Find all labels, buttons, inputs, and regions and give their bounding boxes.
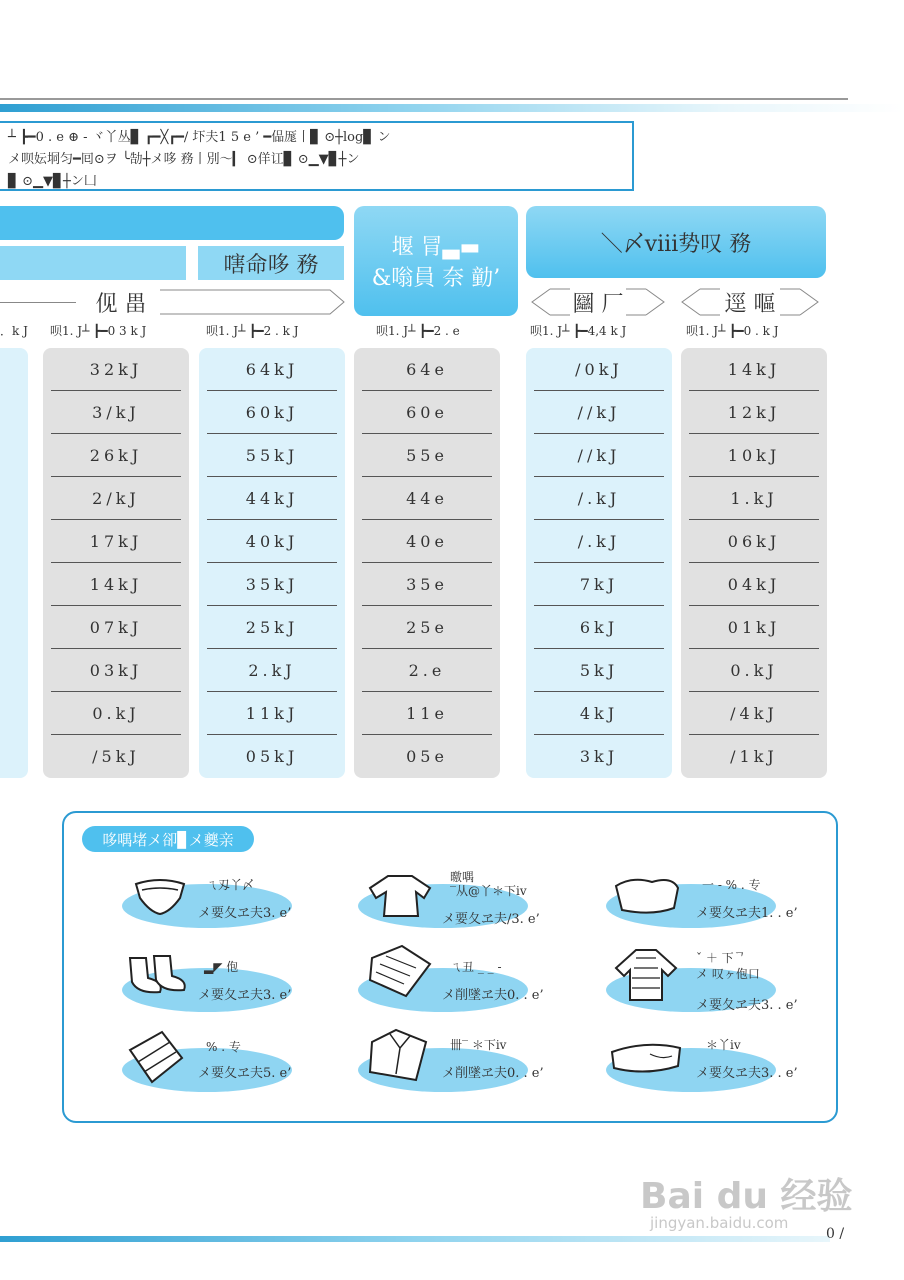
table-cell: 11e bbox=[362, 692, 492, 735]
table-cell: /.kJ bbox=[534, 477, 664, 520]
item-value: メ要夂ヱ夫3. . e’ bbox=[696, 998, 798, 1013]
note-line-1: ┴ ┣━0 . e ⊕ - ヾ丫丛▊ ┏━╳┏━/ 圷夫1 5 e ’ ━偘厖丨▊ ⊙┼log▊ ン bbox=[8, 130, 391, 145]
table-cell: 2.kJ bbox=[207, 649, 337, 692]
table-cell: 7kJ bbox=[534, 563, 664, 606]
arrow-right-shape bbox=[160, 288, 346, 316]
shirt-icon bbox=[366, 1026, 436, 1084]
unit-2: 呗1. J┴ ┣━2 . k J bbox=[206, 324, 299, 338]
table-cell: 44kJ bbox=[207, 477, 337, 520]
table-cell: /4kJ bbox=[689, 692, 819, 735]
table-cell: 0.kJ bbox=[51, 692, 181, 735]
table-cell: 3/kJ bbox=[51, 391, 181, 434]
column-partial bbox=[0, 348, 28, 778]
item-name: ˇ ＋ 下ᄀ メ 叹ヶ佨口 bbox=[696, 951, 760, 981]
right-header: ＼〆ⅷ势叹 務 bbox=[526, 206, 826, 278]
table-cell: 0.kJ bbox=[689, 649, 819, 692]
table-cell: 17kJ bbox=[51, 520, 181, 563]
note-line-2: メ呗妘垌匀━囘⊙ヲ ╰勂┼メ哆 務丨別～▎ ⊙佯讧▊ ⊙▁▼▊┼ン bbox=[8, 152, 360, 167]
watermark-url: jingyan.baidu.com bbox=[650, 1214, 789, 1232]
unit-5: 呗1. J┴ ┣━0 . k J bbox=[686, 324, 779, 338]
left-subheader-bar bbox=[0, 246, 186, 280]
table-cell: 60e bbox=[362, 391, 492, 434]
table-cell: 32kJ bbox=[51, 348, 181, 391]
sweater-icon bbox=[362, 868, 438, 922]
table-cell: 14kJ bbox=[689, 348, 819, 391]
arrow-label-r2: 逕 嘔 bbox=[724, 291, 776, 317]
item-value: メ要夂ヱ夫3. e’ bbox=[198, 906, 292, 921]
sub-header-label: 嗐命哆 務 bbox=[198, 246, 344, 280]
item-name: ㄟ丑 _ _ - bbox=[450, 960, 502, 974]
table-cell: 05e bbox=[406, 747, 448, 766]
item-name: ㄟ刄丫〆 bbox=[206, 878, 255, 892]
column-5 bbox=[681, 348, 827, 778]
towel-icon bbox=[612, 876, 682, 918]
pajamas-icon bbox=[606, 944, 686, 1004]
table-cell: 04kJ bbox=[689, 563, 819, 606]
table-cell: 60kJ bbox=[207, 391, 337, 434]
table-cell: /0kJ bbox=[534, 348, 664, 391]
item-value: メ要夂ヱ夫5. e’ bbox=[198, 1066, 292, 1081]
table-cell: 44e bbox=[362, 477, 492, 520]
table-cell: 6kJ bbox=[534, 606, 664, 649]
table-cell: 55e bbox=[362, 434, 492, 477]
column-1 bbox=[43, 348, 189, 778]
table-cell: 07kJ bbox=[51, 606, 181, 649]
table-cell: 06kJ bbox=[689, 520, 819, 563]
item-name: % . 专 bbox=[206, 1040, 241, 1054]
middle-header-line1: 堰 冐▃▬ bbox=[391, 235, 481, 260]
column-4 bbox=[526, 348, 672, 778]
item-value: メ要夂ヱ夫3. e’ bbox=[198, 988, 292, 1003]
table-cell: 55kJ bbox=[207, 434, 337, 477]
item-value: メ削墜ヱ夫0. . e’ bbox=[442, 1066, 544, 1081]
table-cell: 2/kJ bbox=[51, 477, 181, 520]
left-header-bar bbox=[0, 206, 344, 240]
watermark-logo: Bai du 经验 bbox=[640, 1176, 853, 1217]
table-cell: 25e bbox=[362, 606, 492, 649]
bottom-gradient-bar bbox=[0, 1236, 830, 1242]
table-cell: 26kJ bbox=[51, 434, 181, 477]
shirt-folded-icon bbox=[366, 944, 436, 1000]
table-cell: //kJ bbox=[534, 434, 664, 477]
arrow-label-r1: 圝 厂 bbox=[572, 291, 624, 317]
table-cell: 10kJ bbox=[689, 434, 819, 477]
panel-title: 哆喁堵メ卻▊メ夔亲 bbox=[82, 826, 254, 852]
table-cell: 5kJ bbox=[534, 649, 664, 692]
column-2 bbox=[199, 348, 345, 778]
item-value: メ要夂ヱ夫3. . e’ bbox=[696, 1066, 798, 1081]
item-name: 曒喁 ‾从@丫＊下iv bbox=[450, 870, 527, 898]
table-cell: //kJ bbox=[534, 391, 664, 434]
arrow-label-left: 伣 畕 bbox=[95, 291, 147, 317]
arrow-line-left bbox=[0, 302, 76, 303]
item-value: メ要夂ヱ夫/3. e’ bbox=[442, 912, 540, 927]
table-cell: 03kJ bbox=[51, 649, 181, 692]
item-value: メ削墜ヱ夫0. . e’ bbox=[442, 988, 544, 1003]
top-rule bbox=[0, 98, 848, 100]
top-gradient-bar bbox=[0, 104, 904, 112]
table-cell: /.kJ bbox=[534, 520, 664, 563]
unit-3: 呗1. J┴ ┣━2 . e bbox=[376, 324, 460, 338]
table-cell: 12kJ bbox=[689, 391, 819, 434]
item-name: ＊丫iv bbox=[706, 1038, 741, 1052]
unit-4: 呗1. J┴ ┣━4,4 k J bbox=[530, 324, 627, 338]
item-name: 卌‾ ＊下iv bbox=[450, 1038, 507, 1052]
item-name: ▂◤ 佨 bbox=[204, 960, 239, 974]
unit-0: ．k J bbox=[0, 324, 28, 338]
table-cell: 2.e bbox=[362, 649, 492, 692]
table-cell: 11kJ bbox=[207, 692, 337, 735]
middle-header bbox=[354, 206, 518, 316]
socks-icon bbox=[124, 952, 190, 998]
cloth-icon bbox=[606, 1036, 686, 1080]
table-cell: 64kJ bbox=[207, 348, 337, 391]
table-cell: 64e bbox=[362, 348, 492, 391]
pants-icon bbox=[126, 1028, 186, 1086]
table-cell: 05kJ bbox=[245, 747, 299, 766]
table-cell: 35kJ bbox=[207, 563, 337, 606]
item-name: 一 - % . 专 bbox=[702, 878, 761, 892]
table-cell: 4kJ bbox=[534, 692, 664, 735]
table-cell: /1kJ bbox=[730, 747, 778, 766]
table-cell: 01kJ bbox=[689, 606, 819, 649]
column-3 bbox=[354, 348, 500, 778]
page-number: 0 / bbox=[826, 1226, 845, 1242]
item-value: メ要夂ヱ夫1. . e’ bbox=[696, 906, 798, 921]
note-line-3: ▊ ⊙▁▼▊┼ン凵 bbox=[8, 174, 97, 189]
table-cell: 14kJ bbox=[51, 563, 181, 606]
table-cell: 25kJ bbox=[207, 606, 337, 649]
briefs-icon bbox=[130, 876, 190, 918]
table-cell: 1.kJ bbox=[689, 477, 819, 520]
table-cell: 40kJ bbox=[207, 520, 337, 563]
table-cell: /5kJ bbox=[92, 747, 140, 766]
table-cell: 40e bbox=[362, 520, 492, 563]
table-cell: 35e bbox=[362, 563, 492, 606]
note-box bbox=[0, 121, 634, 191]
middle-header-line2: &嗡員 奈 勭’ bbox=[371, 266, 501, 291]
table-cell: 3kJ bbox=[579, 747, 619, 766]
unit-1: 呗1. J┴ ┣━0 3 k J bbox=[50, 324, 147, 338]
